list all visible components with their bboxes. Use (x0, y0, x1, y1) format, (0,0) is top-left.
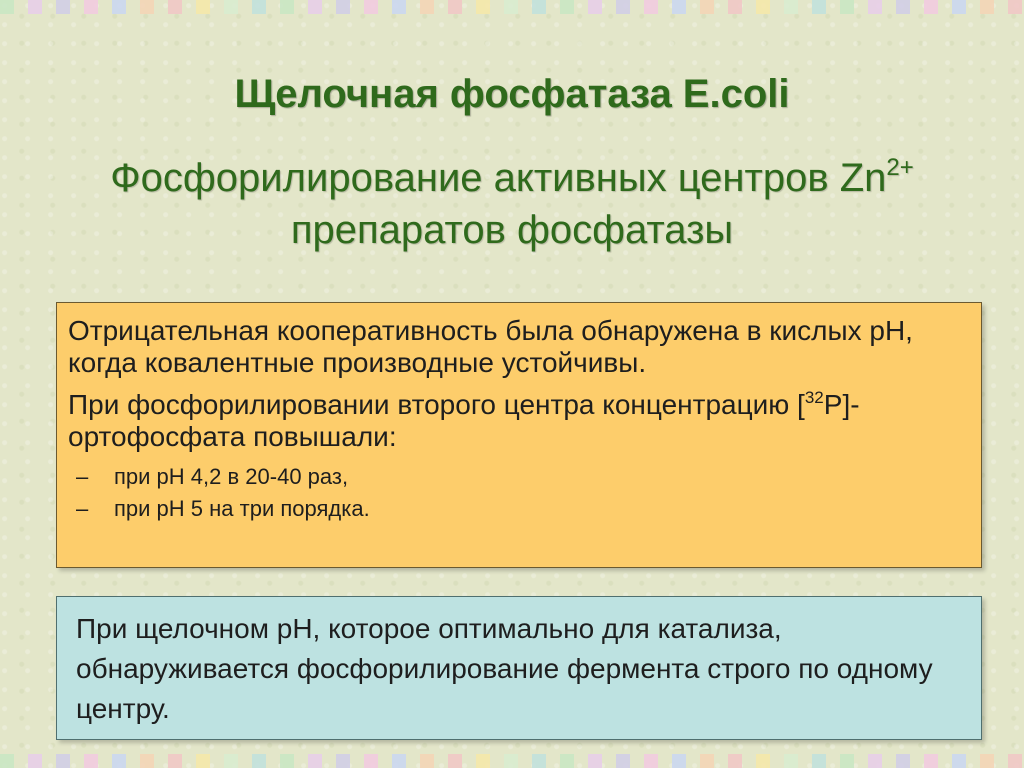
decorative-square (112, 0, 126, 14)
subtitle-line1: Фосфорилирование активных центров Zn (110, 156, 887, 200)
decorative-square (476, 754, 490, 768)
decorative-square (756, 754, 770, 768)
slide-title: Щелочная фосфатаза E.coli (234, 72, 790, 116)
dash-bullet: – (76, 464, 89, 489)
box1-paragraph-2-before: При фосфорилировании второго центра концентрацию [ (68, 389, 805, 420)
decorative-square (224, 0, 238, 14)
box2-text: При щелочном pH, которое оптимально для катализа, обнаруживается фосфорилирование фермента строго по одному центру. (76, 613, 933, 724)
list-item (68, 461, 969, 493)
decorative-square (28, 0, 42, 14)
decorative-square (336, 0, 350, 14)
list-item-text: при pH 4,2 в 20-40 раз, (114, 464, 349, 489)
decorative-square (420, 754, 434, 768)
decorative-square (896, 754, 910, 768)
bottom-decorative-strip (0, 754, 1024, 768)
box1-bullet-list (68, 461, 969, 525)
decorative-square (140, 0, 154, 14)
decorative-square (336, 754, 350, 768)
decorative-square (1008, 754, 1022, 768)
decorative-square (924, 0, 938, 14)
decorative-square (784, 754, 798, 768)
decorative-square (756, 0, 770, 14)
decorative-square (1008, 0, 1022, 14)
blue-text-box (56, 596, 982, 740)
list-item (68, 493, 969, 525)
decorative-square (616, 754, 630, 768)
decorative-square (168, 754, 182, 768)
box1-paragraph-2-after: P]-ортофосфата повышали: (68, 389, 860, 452)
decorative-square (28, 754, 42, 768)
decorative-square (56, 0, 70, 14)
decorative-square (84, 754, 98, 768)
decorative-square (84, 0, 98, 14)
decorative-square (196, 0, 210, 14)
decorative-square (784, 0, 798, 14)
orange-text-box (56, 302, 982, 568)
decorative-square (868, 754, 882, 768)
decorative-square (588, 0, 602, 14)
decorative-square (364, 0, 378, 14)
decorative-square (224, 754, 238, 768)
decorative-square (812, 754, 826, 768)
decorative-square (476, 0, 490, 14)
decorative-square (112, 754, 126, 768)
decorative-square (952, 754, 966, 768)
decorative-square (812, 0, 826, 14)
decorative-square (0, 754, 14, 768)
slide-subtitle (20, 152, 1004, 256)
top-decorative-strip (0, 0, 1024, 14)
decorative-square (252, 0, 266, 14)
decorative-square (364, 754, 378, 768)
decorative-square (644, 0, 658, 14)
decorative-square (980, 0, 994, 14)
decorative-square (672, 0, 686, 14)
decorative-square (448, 0, 462, 14)
box1-paragraph-1: Отрицательная кооперативность была обнаружена в кислых pH, когда ковалентные производные устойчивы. (68, 315, 913, 378)
decorative-square (560, 0, 574, 14)
decorative-square (616, 0, 630, 14)
decorative-square (392, 0, 406, 14)
decorative-square (924, 754, 938, 768)
decorative-square (532, 0, 546, 14)
decorative-square (392, 754, 406, 768)
decorative-square (840, 0, 854, 14)
decorative-square (728, 754, 742, 768)
decorative-square (980, 754, 994, 768)
decorative-square (196, 754, 210, 768)
decorative-square (252, 754, 266, 768)
list-item-text: при pH 5 на три порядка. (114, 496, 370, 521)
decorative-square (560, 754, 574, 768)
decorative-square (308, 0, 322, 14)
decorative-square (700, 0, 714, 14)
decorative-square (588, 754, 602, 768)
decorative-square (420, 0, 434, 14)
decorative-square (840, 754, 854, 768)
decorative-square (140, 754, 154, 768)
decorative-square (308, 754, 322, 768)
decorative-square (280, 754, 294, 768)
decorative-square (952, 0, 966, 14)
decorative-square (504, 0, 518, 14)
decorative-square (0, 0, 14, 14)
decorative-square (868, 0, 882, 14)
dash-bullet: – (76, 496, 89, 521)
decorative-square (56, 754, 70, 768)
decorative-square (532, 754, 546, 768)
decorative-square (168, 0, 182, 14)
decorative-square (672, 754, 686, 768)
subtitle-line2: препаратов фосфатазы (290, 208, 734, 252)
decorative-square (504, 754, 518, 768)
decorative-square (728, 0, 742, 14)
decorative-square (896, 0, 910, 14)
isotope-superscript: 32 (804, 388, 824, 407)
decorative-square (644, 754, 658, 768)
decorative-square (280, 0, 294, 14)
decorative-square (700, 754, 714, 768)
box1-paragraph-2 (68, 389, 969, 453)
subtitle-superscript: 2+ (886, 154, 914, 181)
decorative-square (448, 754, 462, 768)
